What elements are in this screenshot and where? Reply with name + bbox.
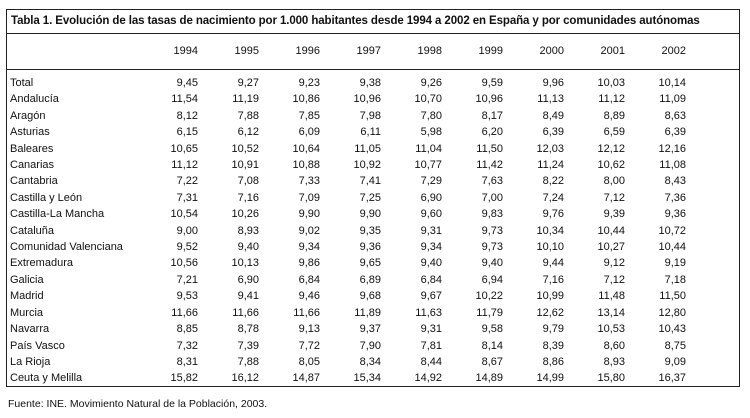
region-name: Cataluña <box>10 224 55 237</box>
table-row <box>7 272 692 288</box>
rate-cell: 8,86 <box>542 355 564 368</box>
rate-cell: 6,94 <box>481 273 503 286</box>
source-note: Fuente: INE. Movimiento Natural de la Población, 2003. <box>8 398 268 410</box>
rate-cell: 11,66 <box>232 306 259 319</box>
rate-cell: 14,89 <box>475 372 503 385</box>
rate-cell: 10,96 <box>475 93 503 106</box>
rate-cell: 6,09 <box>298 126 320 139</box>
rate-cell: 12,80 <box>658 306 686 319</box>
rate-cell: 9,52 <box>176 241 198 254</box>
region-name: Total <box>10 77 34 89</box>
table-row <box>7 223 692 239</box>
rate-cell: 10,62 <box>597 159 625 172</box>
table-row <box>7 91 692 107</box>
rate-cell: 7,41 <box>359 175 381 188</box>
rate-cell: 10,96 <box>353 93 381 106</box>
year-header: 2001 <box>600 45 625 57</box>
rate-cell: 9,90 <box>298 208 320 221</box>
rate-cell: 7,16 <box>542 273 564 286</box>
rate-cell: 10,14 <box>658 77 686 89</box>
region-name: Andalucía <box>10 93 59 106</box>
rate-cell: 14,92 <box>414 372 442 385</box>
rate-cell: 8,75 <box>664 339 686 352</box>
rate-cell: 11,89 <box>354 306 381 319</box>
rate-cell: 7,00 <box>481 191 503 204</box>
rate-cell: 7,33 <box>298 175 320 188</box>
table-row <box>7 338 692 354</box>
rate-cell: 10,65 <box>170 142 198 155</box>
rate-cell: 12,12 <box>597 142 625 155</box>
rate-cell: 11,09 <box>659 93 686 106</box>
rate-cell: 11,48 <box>598 290 625 303</box>
rate-cell: 6,84 <box>420 273 442 286</box>
rate-cell: 10,43 <box>658 323 686 336</box>
region-name: Navarra <box>10 323 50 336</box>
rate-cell: 8,89 <box>603 109 625 122</box>
rate-cell: 10,10 <box>536 241 564 254</box>
rate-cell: 12,62 <box>536 306 564 319</box>
region-name: País Vasco <box>10 339 65 352</box>
rate-cell: 11,66 <box>171 306 198 319</box>
rate-cell: 9,34 <box>420 241 442 254</box>
rate-cell: 5,98 <box>420 126 442 139</box>
rate-cell: 9,02 <box>298 224 320 237</box>
rate-cell: 9,58 <box>481 323 503 336</box>
region-name: Madrid <box>10 290 44 303</box>
year-header: 1994 <box>173 45 198 57</box>
rate-cell: 9,12 <box>603 257 625 270</box>
rate-cell: 9,68 <box>359 290 381 303</box>
rate-cell: 9,59 <box>481 77 503 89</box>
rate-cell: 9,38 <box>359 77 381 89</box>
table-frame <box>6 9 740 387</box>
rate-cell: 14,87 <box>292 372 320 385</box>
table-row <box>7 305 692 321</box>
rate-cell: 9,23 <box>298 77 320 89</box>
rate-cell: 9,44 <box>542 257 564 270</box>
rate-cell: 8,00 <box>603 175 625 188</box>
region-name: Canarias <box>10 159 55 172</box>
rate-cell: 7,16 <box>237 191 259 204</box>
rate-cell: 10,86 <box>292 93 320 106</box>
rate-cell: 7,81 <box>420 339 442 352</box>
table-row <box>7 239 692 255</box>
rate-cell: 11,13 <box>537 93 564 106</box>
table-row <box>7 141 692 157</box>
rate-cell: 11,24 <box>537 159 564 172</box>
rate-cell: 12,03 <box>536 142 564 155</box>
rate-cell: 14,99 <box>536 372 564 385</box>
rate-cell: 12,16 <box>658 142 686 155</box>
region-name: La Rioja <box>10 355 51 368</box>
region-name: Murcia <box>10 306 44 319</box>
rate-cell: 9,83 <box>481 208 503 221</box>
rate-cell: 8,05 <box>298 355 320 368</box>
rate-cell: 7,24 <box>542 191 564 204</box>
rate-cell: 11,50 <box>659 290 686 303</box>
rate-cell: 7,25 <box>359 191 381 204</box>
rate-cell: 16,12 <box>231 372 259 385</box>
rate-cell: 6,84 <box>298 273 320 286</box>
rate-cell: 10,44 <box>597 224 625 237</box>
rate-cell: 8,67 <box>481 355 503 368</box>
rate-cell: 10,70 <box>414 93 442 106</box>
rate-cell: 8,22 <box>542 175 564 188</box>
rate-cell: 9,73 <box>481 241 503 254</box>
rate-cell: 8,60 <box>603 339 625 352</box>
rate-cell: 7,09 <box>298 191 320 204</box>
rate-cell: 10,54 <box>170 208 198 221</box>
rate-cell: 9,45 <box>176 77 198 89</box>
rate-cell: 7,29 <box>420 175 442 188</box>
header-row <box>7 39 692 63</box>
rate-cell: 8,12 <box>176 109 198 122</box>
rate-cell: 7,39 <box>237 339 259 352</box>
rate-cell: 8,78 <box>237 323 259 336</box>
rate-cell: 16,37 <box>658 372 686 385</box>
table-row <box>7 206 692 222</box>
rate-cell: 10,03 <box>597 77 625 89</box>
rate-cell: 11,42 <box>476 159 503 172</box>
rate-cell: 10,34 <box>536 224 564 237</box>
rate-cell: 6,90 <box>237 273 259 286</box>
title-divider <box>7 33 739 34</box>
region-name: Castilla y León <box>10 191 83 204</box>
year-header: 1998 <box>417 45 442 57</box>
region-name: Aragón <box>10 109 46 122</box>
table-row <box>7 255 692 271</box>
rate-cell: 6,15 <box>176 126 198 139</box>
rate-cell: 7,08 <box>237 175 259 188</box>
rate-cell: 9,00 <box>176 224 198 237</box>
year-header: 1996 <box>295 45 320 57</box>
rate-cell: 10,27 <box>597 241 625 254</box>
rate-cell: 7,88 <box>237 355 259 368</box>
rate-cell: 7,18 <box>664 273 686 286</box>
table-row <box>7 108 692 124</box>
rate-cell: 9,36 <box>664 208 686 221</box>
birth-rate-table <box>7 39 692 387</box>
rate-cell: 9,65 <box>359 257 381 270</box>
rate-cell: 10,13 <box>231 257 259 270</box>
year-header: 1999 <box>478 45 503 57</box>
rate-cell: 15,80 <box>597 372 625 385</box>
rate-cell: 10,72 <box>658 224 686 237</box>
rate-cell: 6,39 <box>542 126 564 139</box>
year-header: 1995 <box>234 45 259 57</box>
spacer-row <box>7 63 692 75</box>
rate-cell: 7,12 <box>603 273 625 286</box>
rate-cell: 8,14 <box>481 339 503 352</box>
rate-cell: 10,91 <box>231 159 259 172</box>
year-header: 1997 <box>356 45 381 57</box>
rate-cell: 9,26 <box>420 77 442 89</box>
rate-cell: 9,34 <box>298 241 320 254</box>
rate-cell: 9,40 <box>237 241 259 254</box>
rate-cell: 8,44 <box>420 355 442 368</box>
rate-cell: 9,40 <box>481 257 503 270</box>
rate-cell: 9,46 <box>298 290 320 303</box>
region-name: Comunidad Valenciana <box>10 241 123 254</box>
rate-cell: 9,76 <box>542 208 564 221</box>
rate-cell: 11,04 <box>415 142 442 155</box>
rate-cell: 9,41 <box>237 290 259 303</box>
rate-cell: 6,90 <box>420 191 442 204</box>
rate-cell: 11,63 <box>415 306 442 319</box>
rate-cell: 7,22 <box>176 175 198 188</box>
rate-cell: 9,36 <box>359 241 381 254</box>
region-name: Ceuta y Melilla <box>10 372 83 385</box>
rate-cell: 10,44 <box>658 241 686 254</box>
rate-cell: 7,36 <box>664 191 686 204</box>
rate-cell: 6,39 <box>664 126 686 139</box>
rate-cell: 11,66 <box>293 306 320 319</box>
rate-cell: 7,80 <box>420 109 442 122</box>
rate-cell: 9,79 <box>542 323 564 336</box>
rate-cell: 8,93 <box>603 355 625 368</box>
rate-cell: 9,96 <box>542 77 564 89</box>
rate-cell: 10,52 <box>231 142 259 155</box>
rate-cell: 9,39 <box>603 208 625 221</box>
region-name: Extremadura <box>10 257 73 270</box>
rate-cell: 8,85 <box>176 323 198 336</box>
rate-cell: 13,14 <box>597 306 625 319</box>
rate-cell: 9,09 <box>664 355 686 368</box>
rate-cell: 6,89 <box>359 273 381 286</box>
rate-cell: 8,93 <box>237 224 259 237</box>
rate-cell: 10,53 <box>597 323 625 336</box>
rate-cell: 11,79 <box>476 306 503 319</box>
rate-cell: 8,39 <box>542 339 564 352</box>
year-header: 2002 <box>661 45 686 57</box>
rate-cell: 11,19 <box>232 93 259 106</box>
region-name: Cantabria <box>10 175 58 188</box>
rate-cell: 8,34 <box>359 355 381 368</box>
table-row <box>7 288 692 304</box>
table-row <box>7 75 692 91</box>
rate-cell: 9,86 <box>298 257 320 270</box>
rate-cell: 9,90 <box>359 208 381 221</box>
table-body <box>7 63 692 387</box>
rate-cell: 11,12 <box>598 93 625 106</box>
table-row <box>7 124 692 140</box>
rate-cell: 8,17 <box>481 109 503 122</box>
region-name: Baleares <box>10 142 54 155</box>
rate-cell: 7,32 <box>176 339 198 352</box>
table-title: Tabla 1. Evolución de las tasas de nacimiento por 1.000 habitantes desde 1994 a 2002 en España y por comunidades autónomas <box>11 15 700 27</box>
rate-cell: 9,37 <box>359 323 381 336</box>
table-row <box>7 173 692 189</box>
table-row <box>7 321 692 337</box>
table-row <box>7 354 692 370</box>
table-row <box>7 157 692 173</box>
rate-cell: 11,54 <box>171 93 198 106</box>
rate-cell: 9,53 <box>176 290 198 303</box>
rate-cell: 15,34 <box>353 372 381 385</box>
rate-cell: 7,85 <box>298 109 320 122</box>
region-name: Castilla-La Mancha <box>10 208 105 221</box>
rate-cell: 7,72 <box>298 339 320 352</box>
rate-cell: 7,98 <box>359 109 381 122</box>
table-row <box>7 370 692 386</box>
rate-cell: 9,31 <box>420 224 442 237</box>
rate-cell: 7,88 <box>237 109 259 122</box>
year-header: 2000 <box>539 45 564 57</box>
rate-cell: 7,12 <box>603 191 625 204</box>
region-name: Galicia <box>10 273 44 286</box>
rate-cell: 6,11 <box>360 126 381 139</box>
rate-cell: 8,43 <box>664 175 686 188</box>
rate-cell: 11,08 <box>659 159 686 172</box>
rate-cell: 15,82 <box>170 372 198 385</box>
rate-cell: 9,27 <box>237 77 259 89</box>
rate-cell: 7,21 <box>176 273 198 286</box>
rate-cell: 6,59 <box>603 126 625 139</box>
rate-cell: 7,31 <box>176 191 198 204</box>
rate-cell: 9,13 <box>298 323 320 336</box>
rate-cell: 10,22 <box>475 290 503 303</box>
region-name: Asturias <box>10 126 50 139</box>
rate-cell: 9,60 <box>420 208 442 221</box>
rate-cell: 6,20 <box>481 126 503 139</box>
rate-cell: 8,49 <box>542 109 564 122</box>
rate-cell: 10,64 <box>292 142 320 155</box>
rate-cell: 9,31 <box>420 323 442 336</box>
rate-cell: 9,40 <box>420 257 442 270</box>
header-region-cell <box>7 39 143 63</box>
rate-cell: 8,63 <box>664 109 686 122</box>
rate-cell: 10,92 <box>353 159 381 172</box>
rate-cell: 10,99 <box>536 290 564 303</box>
rate-cell: 9,35 <box>359 224 381 237</box>
rate-cell: 7,63 <box>481 175 503 188</box>
rate-cell: 10,56 <box>170 257 198 270</box>
rate-cell: 11,50 <box>476 142 503 155</box>
rate-cell: 7,90 <box>359 339 381 352</box>
rate-cell: 9,67 <box>420 290 442 303</box>
rate-cell: 10,77 <box>414 159 442 172</box>
rate-cell: 9,73 <box>481 224 503 237</box>
rate-cell: 11,12 <box>171 159 198 172</box>
rate-cell: 8,31 <box>176 355 198 368</box>
rate-cell: 9,19 <box>664 257 686 270</box>
rate-cell: 6,12 <box>237 126 259 139</box>
table-row <box>7 190 692 206</box>
rate-cell: 10,88 <box>292 159 320 172</box>
rate-cell: 10,26 <box>231 208 259 221</box>
rate-cell: 11,05 <box>354 142 381 155</box>
